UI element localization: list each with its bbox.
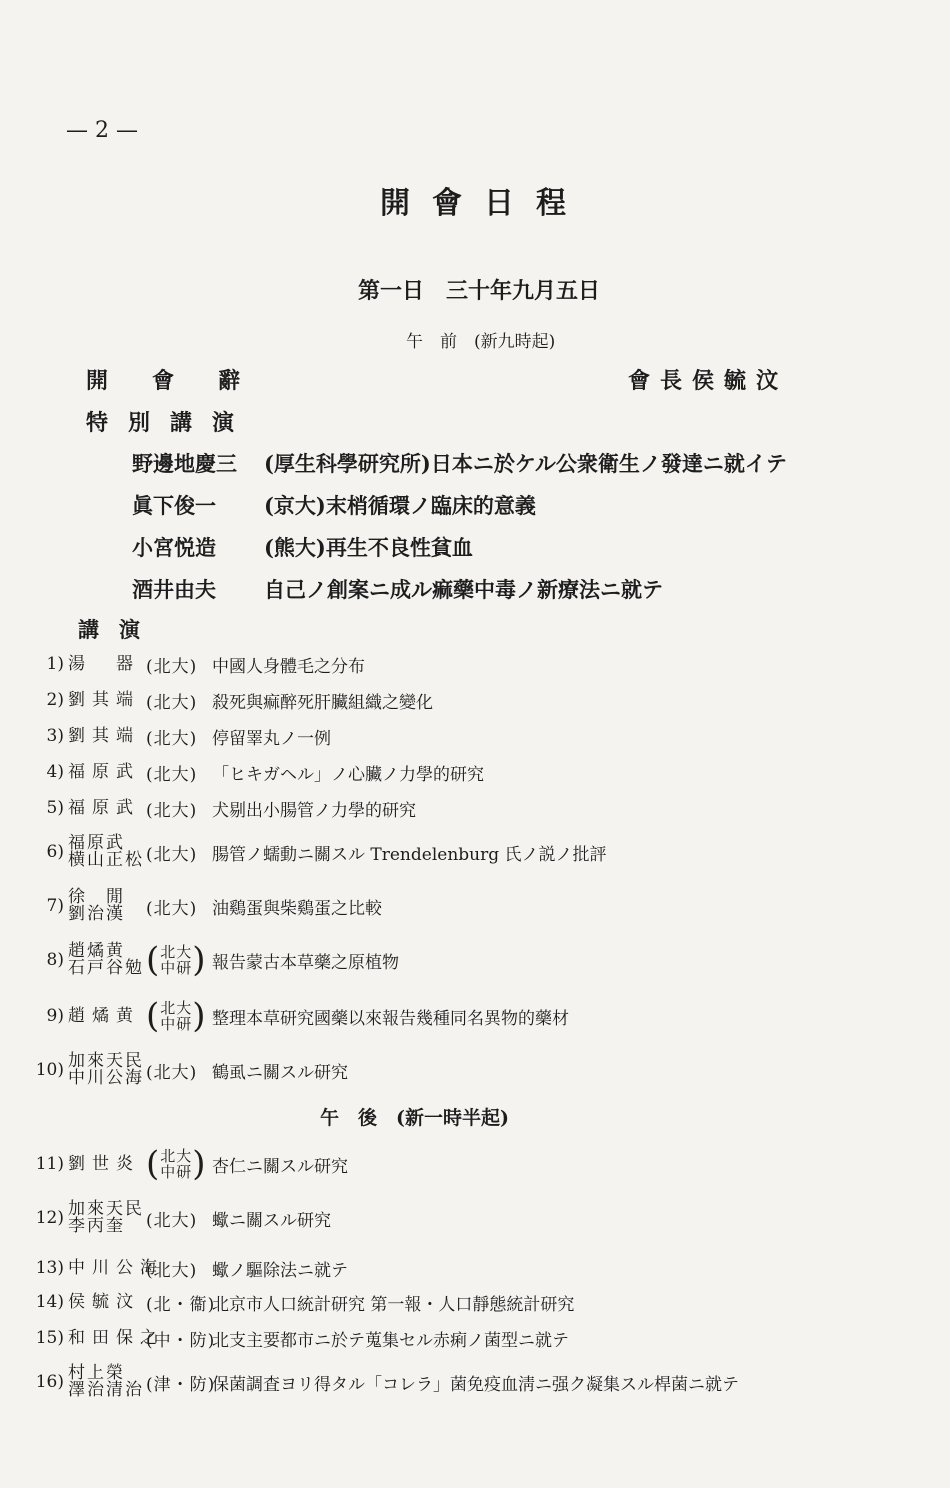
lecture-institution: (北大) bbox=[146, 800, 198, 821]
lecture-author: 石戸谷勉 bbox=[68, 958, 144, 978]
special-lecture-row bbox=[132, 532, 473, 562]
lecture-authors bbox=[68, 1257, 164, 1278]
lecture-number: 9) bbox=[46, 1006, 64, 1026]
lecture-row bbox=[30, 644, 930, 684]
lecture-authors bbox=[68, 1005, 146, 1026]
lecture-institution: (北・衞) bbox=[146, 1294, 216, 1315]
lecture-institution: (中・防) bbox=[146, 1330, 216, 1351]
lecture-authors bbox=[68, 689, 146, 710]
lecture-author: 中川公海 bbox=[68, 1257, 164, 1278]
lecture-author: 和田保之 bbox=[68, 1327, 164, 1348]
institution-line: 北大 bbox=[160, 1147, 193, 1165]
lecture-row bbox=[30, 716, 930, 756]
lecture-authors bbox=[68, 1201, 146, 1235]
lecture-authors bbox=[68, 889, 146, 923]
lecture-institution bbox=[146, 940, 212, 980]
lecture-institution: (津・防) bbox=[146, 1374, 216, 1395]
lecture-row bbox=[30, 996, 930, 1036]
lecture-row bbox=[30, 752, 930, 792]
right-brace: ) bbox=[192, 1144, 207, 1184]
lecture-number: 1) bbox=[46, 654, 64, 674]
lecture-topic: 杏仁ニ關スル研究 bbox=[212, 1156, 348, 1177]
lecture-topic: 蠍ニ關スル研究 bbox=[212, 1210, 331, 1231]
left-brace: ( bbox=[146, 940, 161, 980]
lecture-authors bbox=[68, 1291, 146, 1312]
lecture-topic: 犬剔出小腸管ノ力學的研究 bbox=[212, 800, 416, 821]
lecture-authors bbox=[68, 1327, 164, 1348]
lecture-institution: (北大) bbox=[146, 844, 198, 865]
lecture-row bbox=[30, 886, 930, 926]
lecture-author: 劉世炎 bbox=[68, 1153, 140, 1174]
lecture-author: 福原武 bbox=[68, 761, 140, 782]
lecture-author: 村上榮 bbox=[68, 1363, 125, 1383]
institution-line: 北大 bbox=[160, 999, 193, 1017]
special-lecture-topic: (熊大)再生不良性貧血 bbox=[264, 535, 473, 560]
institution-line: 中研 bbox=[160, 1163, 193, 1181]
right-brace: ) bbox=[192, 996, 207, 1036]
lecture-number: 3) bbox=[46, 726, 64, 746]
lecture-row bbox=[30, 1362, 930, 1402]
lecture-authors bbox=[68, 943, 146, 977]
lecture-row bbox=[30, 1050, 930, 1090]
lecture-author: 福原武 bbox=[68, 833, 125, 853]
lecture-number: 11) bbox=[35, 1154, 64, 1174]
lecture-author: 湯 器 bbox=[68, 653, 140, 674]
lecture-topic: 油鷄蛋與柴鷄蛋之比較 bbox=[212, 898, 382, 919]
institution-stack bbox=[160, 944, 192, 976]
lecture-author: 劉治漢 bbox=[68, 904, 125, 924]
special-lecture-speaker: 野邊地慶三 bbox=[132, 451, 237, 476]
lecture-author: 趙燏黄 bbox=[68, 941, 125, 961]
lecture-row bbox=[30, 1318, 930, 1358]
lecture-authors bbox=[68, 761, 146, 782]
institution-stack bbox=[160, 1148, 192, 1180]
special-lecture-speaker: 酒井由夫 bbox=[132, 577, 216, 602]
lecture-authors bbox=[68, 1365, 146, 1399]
lecture-topic: 中國人身體毛之分布 bbox=[212, 656, 365, 677]
special-lecture-speaker: 眞下俊一 bbox=[132, 493, 216, 518]
special-lecture-topic: (京大)末梢循環ノ臨床的意義 bbox=[264, 493, 536, 518]
lecture-author: 横山正松 bbox=[68, 850, 144, 870]
special-lectures-label: 特別講演 bbox=[86, 410, 255, 436]
lecture-institution: (北大) bbox=[146, 1210, 198, 1231]
lecture-authors bbox=[68, 725, 146, 746]
lecture-institution: (北大) bbox=[146, 692, 198, 713]
lecture-row bbox=[30, 1144, 930, 1184]
lecture-topic: 北支主要都市ニ於テ蒐集セル赤痢ノ菌型ニ就テ bbox=[212, 1330, 569, 1351]
lecture-authors bbox=[68, 1153, 146, 1174]
lecture-author: 劉其端 bbox=[68, 725, 140, 746]
lecture-topic: 整理本草研究國藥以來報告幾種同名異物的藥材 bbox=[212, 1008, 569, 1029]
lecture-author: 中川公海 bbox=[68, 1068, 144, 1088]
institution-line: 中研 bbox=[160, 959, 193, 977]
lecture-author: 加來天民 bbox=[68, 1199, 144, 1219]
afternoon-session-heading: 午 後 (新一時半起) bbox=[320, 1107, 509, 1129]
morning-session-heading: 午 前 (新九時起) bbox=[406, 332, 556, 352]
lecture-author: 澤治清治 bbox=[68, 1380, 144, 1400]
day-heading: 第一日 三十年九月五日 bbox=[358, 278, 601, 304]
lecture-author: 加來天民 bbox=[68, 1051, 144, 1071]
lecture-author: 李丙奎 bbox=[68, 1216, 125, 1236]
lecture-topic: 蠍ノ驅除法ニ就テ bbox=[212, 1260, 348, 1281]
lecture-number: 4) bbox=[46, 762, 64, 782]
lecture-number: 6) bbox=[46, 842, 64, 862]
lecture-author: 侯毓汶 bbox=[68, 1291, 140, 1312]
institution-line: 北大 bbox=[160, 943, 193, 961]
left-brace: ( bbox=[146, 996, 161, 1036]
left-brace: ( bbox=[146, 1144, 161, 1184]
lecture-topic: 「ヒキガヘル」ノ心臟ノ力學的研究 bbox=[212, 764, 484, 785]
lecture-institution: (北大) bbox=[146, 656, 198, 677]
right-brace: ) bbox=[192, 940, 207, 980]
lecture-institution: (北大) bbox=[146, 1062, 198, 1083]
lecture-institution: (北大) bbox=[146, 898, 198, 919]
opening-address-label: 開會辭 bbox=[86, 368, 285, 394]
lectures-label: 講演 bbox=[78, 617, 160, 642]
lecture-author: 福原武 bbox=[68, 797, 140, 818]
lecture-institution: (北大) bbox=[146, 1260, 198, 1281]
lecture-row bbox=[30, 788, 930, 828]
lecture-row bbox=[30, 1282, 930, 1322]
lecture-authors bbox=[68, 835, 146, 869]
lecture-institution: (北大) bbox=[146, 764, 198, 785]
lecture-number: 5) bbox=[46, 798, 64, 818]
lecture-topic: 鶴虱ニ關スル研究 bbox=[212, 1062, 348, 1083]
lecture-author: 趙燏黄 bbox=[68, 1005, 140, 1026]
lecture-topic: 保菌調査ヨリ得タル「コレラ」菌免疫血淸ニ强ク凝集スル桿菌ニ就テ bbox=[212, 1374, 739, 1395]
page-title: 開會日程 bbox=[380, 186, 588, 221]
lecture-row bbox=[30, 940, 930, 980]
lecture-number: 8) bbox=[46, 950, 64, 970]
lecture-author: 劉其端 bbox=[68, 689, 140, 710]
special-lecture-topic: (厚生科學研究所)日本ニ於ケル公衆衛生ノ發達ニ就イテ bbox=[264, 451, 787, 476]
lecture-authors bbox=[68, 797, 146, 818]
lecture-institution bbox=[146, 1144, 212, 1184]
lecture-topic: 停留睪丸ノ一例 bbox=[212, 728, 331, 749]
lecture-author: 徐 閒 bbox=[68, 887, 125, 907]
lecture-row bbox=[30, 832, 930, 872]
institution-line: 中研 bbox=[160, 1015, 193, 1033]
lecture-row bbox=[30, 680, 930, 720]
special-lecture-row bbox=[132, 448, 787, 478]
lecture-authors bbox=[68, 653, 146, 674]
lecture-authors bbox=[68, 1053, 146, 1087]
lecture-number: 7) bbox=[46, 896, 64, 916]
lecture-number: 2) bbox=[46, 690, 64, 710]
special-lecture-speaker: 小宮悦造 bbox=[132, 535, 216, 560]
lecture-topic: 腸管ノ蠕動ニ關スル Trendelenburg 氏ノ説ノ批評 bbox=[212, 844, 607, 865]
special-lecture-topic: 自己ノ創案ニ成ル痲藥中毒ノ新療法ニ就テ bbox=[264, 577, 663, 602]
lecture-number: 16) bbox=[35, 1372, 64, 1392]
opening-address-speaker: 會長侯毓汶 bbox=[628, 368, 789, 394]
lecture-number: 14) bbox=[35, 1292, 64, 1312]
lecture-topic: 殺死與痲醉死肝臟組織之變化 bbox=[212, 692, 433, 713]
page-number: — 2 — bbox=[66, 118, 138, 143]
lecture-institution: (北大) bbox=[146, 728, 198, 749]
lecture-institution bbox=[146, 996, 212, 1036]
lecture-topic: 北京市人口統計研究 第一報・人口靜態統計研究 bbox=[212, 1294, 575, 1315]
lecture-number: 13) bbox=[35, 1258, 64, 1278]
special-lecture-row bbox=[132, 574, 663, 604]
lecture-topic: 報告蒙古本草藥之原植物 bbox=[212, 952, 399, 973]
institution-stack bbox=[160, 1000, 192, 1032]
lecture-number: 15) bbox=[35, 1328, 64, 1348]
lecture-number: 12) bbox=[35, 1208, 64, 1228]
lecture-row bbox=[30, 1198, 930, 1238]
special-lecture-row bbox=[132, 490, 536, 520]
lecture-number: 10) bbox=[35, 1060, 64, 1080]
